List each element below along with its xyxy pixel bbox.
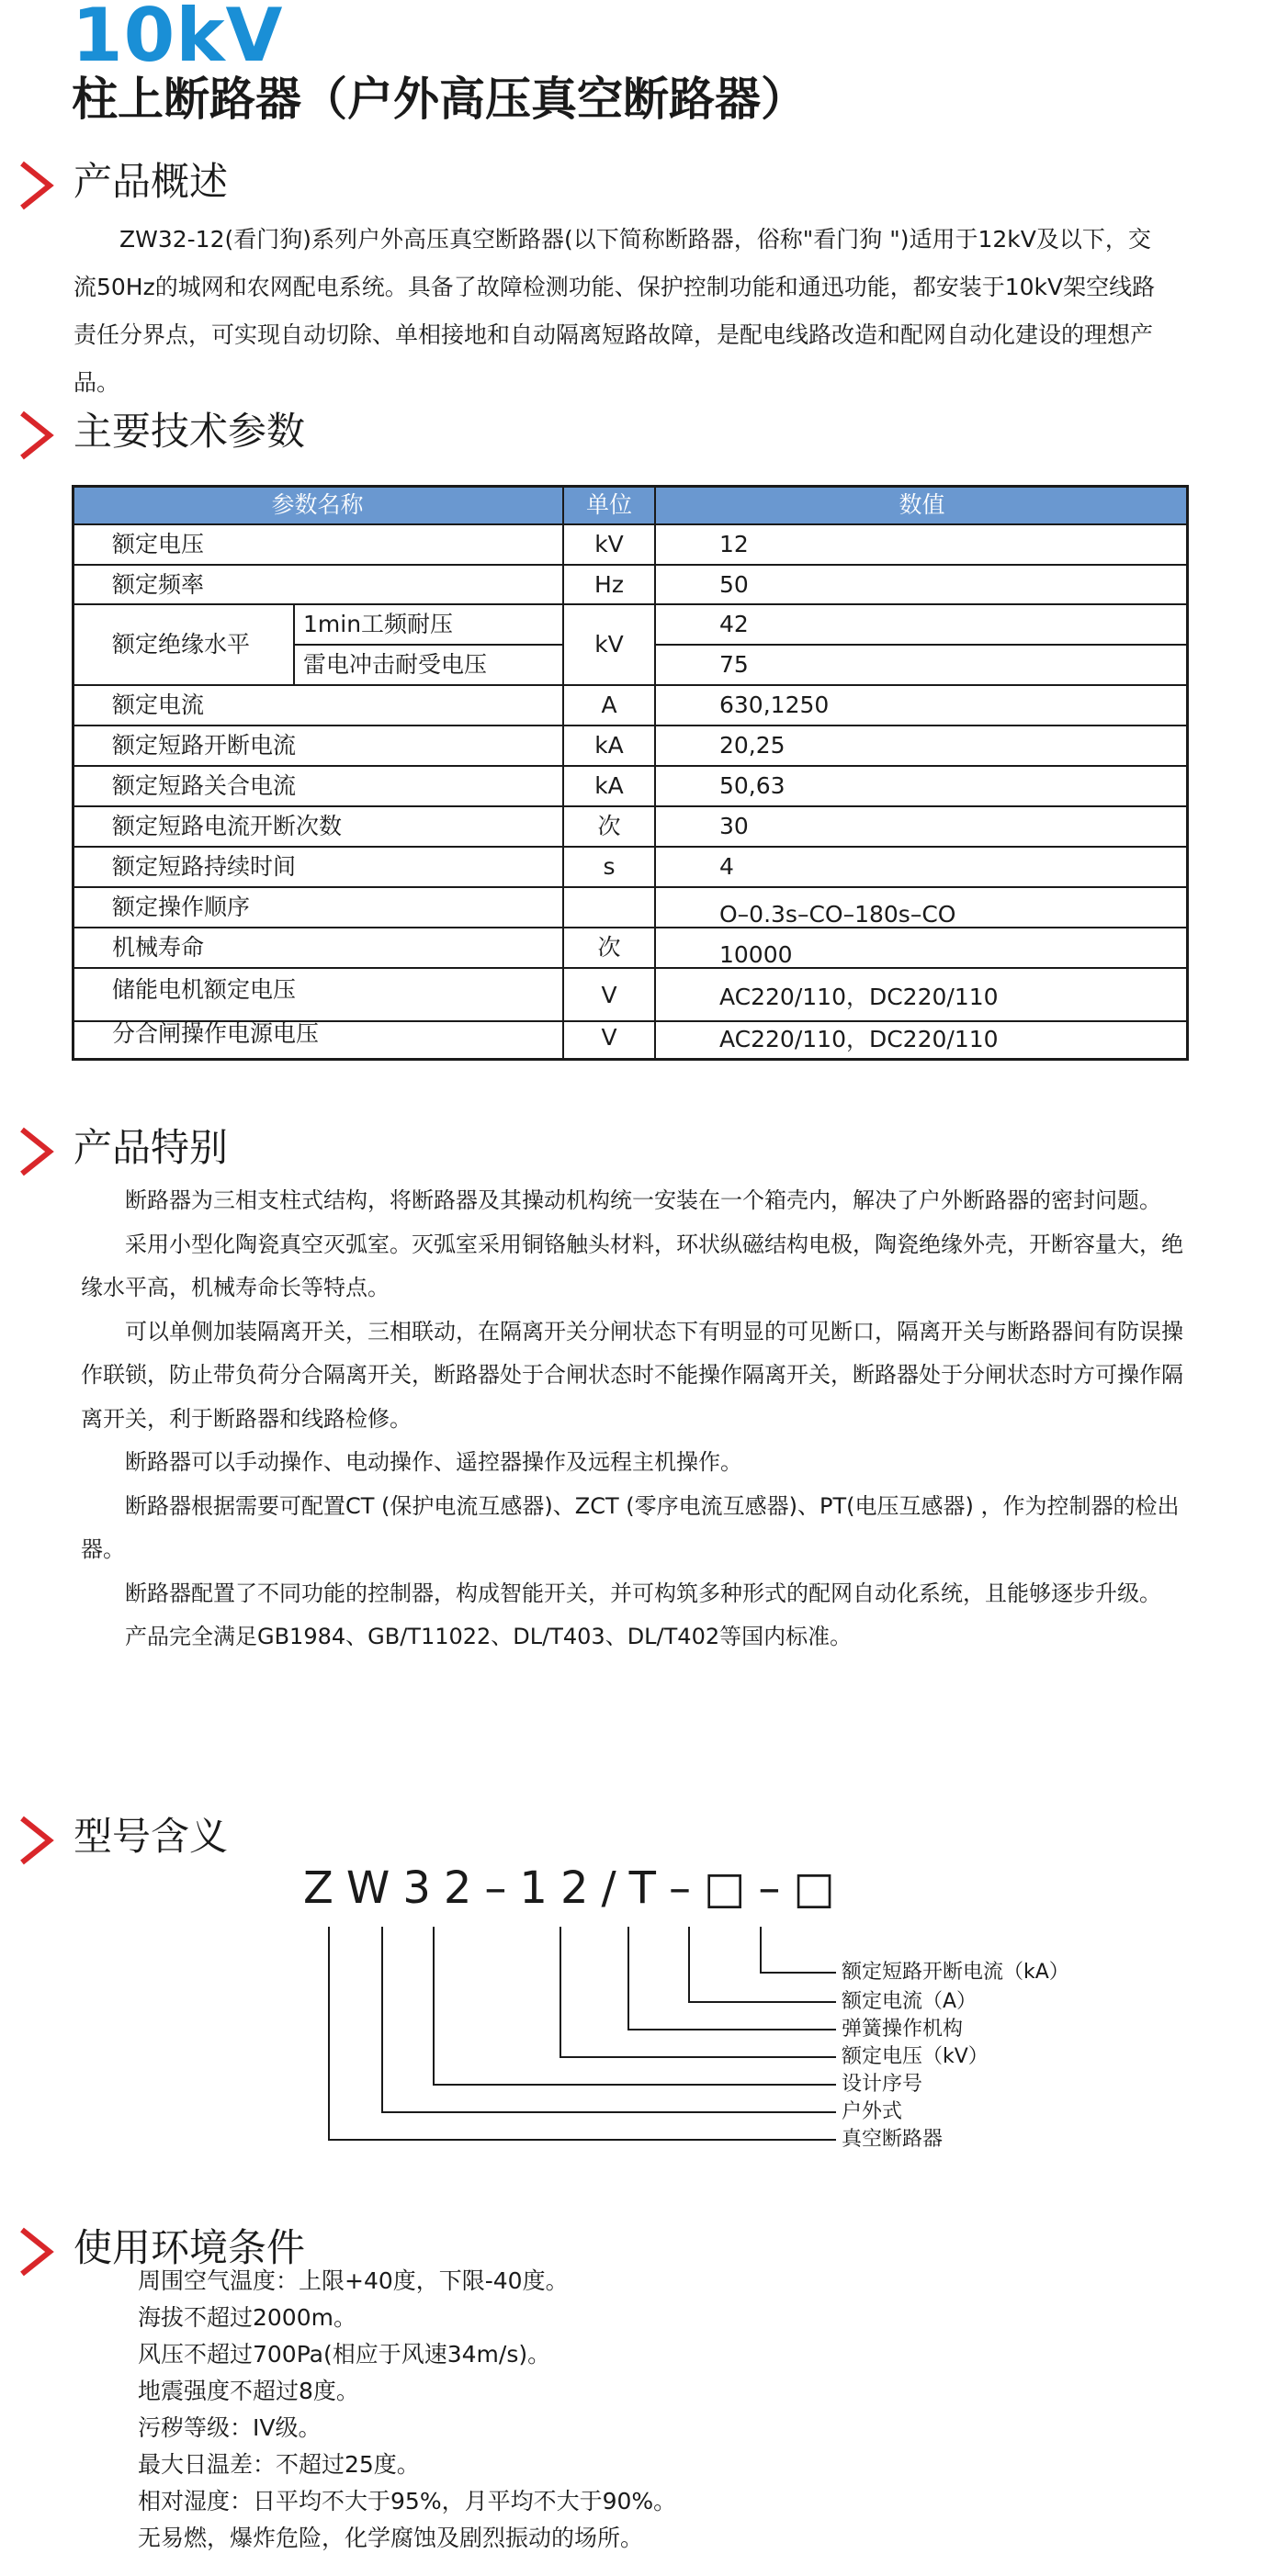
feature-paragraph: 可以单侧加装隔离开关，三相联动，在隔离开关分闸状态下有明显的可见断口，隔离开关与断路器间有防误操作联锁，防止带负荷分合隔离开关，断路器处于合闸状态时不能操作隔离开关，断路器处于分闸状态时方可操作隔离开关，利于断路器和线路检修。 bbox=[81, 1318, 1183, 1432]
chevron-right-icon bbox=[17, 160, 57, 211]
section-title-overview: 产品概述 bbox=[73, 159, 229, 204]
env-item: 周围空气温度：上限+40度，下限-40度。 bbox=[138, 2267, 569, 2294]
table-cell-value: 50,63 bbox=[719, 772, 786, 799]
table-cell-subname: 雷电冲击耐受电压 bbox=[303, 651, 488, 678]
model-code: ZW32–12/T–□–□ bbox=[303, 1862, 848, 1914]
chevron-right-icon bbox=[17, 1815, 57, 1866]
table-cell-unit: V bbox=[601, 1024, 617, 1051]
feature-paragraph: 采用小型化陶瓷真空灭弧室。灭弧室采用铜铬触头材料，环状纵磁结构电极，陶瓷绝缘外壳，开断容量大，绝缘水平高，机械寿命长等特点。 bbox=[81, 1231, 1183, 1300]
model-label: 设计序号 bbox=[842, 2073, 923, 2096]
table-cell-value: 50 bbox=[719, 571, 749, 598]
chevron-right-icon bbox=[17, 410, 57, 461]
table-cell-name: 额定电压 bbox=[112, 531, 205, 557]
env-item: 最大日温差：不超过25度。 bbox=[138, 2451, 420, 2478]
env-item: 无易燃，爆炸危险，化学腐蚀及剧烈振动的场所。 bbox=[138, 2525, 644, 2551]
feature-paragraph: 断路器为三相支柱式结构，将断路器及其操动机构统一安装在一个箱壳内，解决了户外断路器的密封问题。 bbox=[125, 1187, 1161, 1213]
spec-table bbox=[72, 485, 1189, 1062]
table-cell-value: O–0.3s–CO–180s–CO bbox=[719, 901, 956, 928]
env-item: 相对湿度：日平均不大于95%，月平均不大于90%。 bbox=[138, 2488, 677, 2514]
model-label: 真空断路器 bbox=[842, 2128, 944, 2151]
overview-text: ZW32-12(看门狗)系列户外高压真空断路器(以下简称断路器，俗称"看门狗 ")适用于12kV及以下，交流50Hz的城网和农网配电系统。具备了故障检测功能、保护控制功能和通迅功能，都安装于10kV架空线路责任分界点，可实现自动切除、单相接地和自动隔离短路故障，是配电线路改造和配网自动化建设的理想产品。 bbox=[73, 226, 1156, 396]
table-cell-value: 30 bbox=[719, 813, 749, 839]
feature-paragraph: 产品完全满足GB1984、GB/T11022、DL/T403、DL/T402等国内标准。 bbox=[125, 1624, 853, 1649]
table-cell-value: 630,1250 bbox=[719, 692, 830, 718]
table-cell-unit: kA bbox=[594, 732, 624, 759]
table-cell-name: 额定绝缘水平 bbox=[112, 631, 251, 658]
table-cell-value: AC220/110，DC220/110 bbox=[719, 984, 999, 1010]
env-item: 地震强度不超过8度。 bbox=[138, 2378, 359, 2404]
feature-paragraph: 断路器根据需要可配置CT (保护电流互感器)、ZCT (零序电流互感器)、PT(电压互感器) ，作为控制器的检出器。 bbox=[81, 1492, 1180, 1562]
section-title-model: 型号含义 bbox=[73, 1814, 229, 1859]
table-header-unit: 单位 bbox=[585, 491, 632, 518]
table-cell-name: 额定操作顺序 bbox=[112, 894, 251, 920]
chevron-right-icon bbox=[17, 1126, 57, 1177]
table-cell-unit: 次 bbox=[597, 934, 621, 961]
table-cell-unit: kV bbox=[594, 531, 624, 557]
model-label: 户外式 bbox=[842, 2100, 903, 2123]
product-title: 柱上断路器（户外高压真空断路器） bbox=[72, 73, 807, 126]
table-cell-unit: s bbox=[603, 853, 616, 880]
table-cell-value: 42 bbox=[719, 611, 749, 637]
overview-paragraph bbox=[73, 216, 1167, 407]
table-cell-value: 20,25 bbox=[719, 732, 786, 759]
table-cell-name: 额定短路持续时间 bbox=[112, 853, 297, 880]
model-label: 额定电压（kV） bbox=[842, 2045, 989, 2068]
table-cell-unit: Hz bbox=[594, 571, 624, 598]
model-diagram-lines bbox=[312, 1918, 864, 2165]
features-list bbox=[81, 1179, 1183, 1659]
product-voltage-title: 10kV bbox=[72, 0, 284, 78]
model-label: 额定电流（A） bbox=[842, 1990, 978, 2013]
table-cell-name: 机械寿命 bbox=[112, 934, 205, 961]
table-cell-name: 额定电流 bbox=[112, 692, 205, 718]
table-cell-unit: kV bbox=[594, 631, 624, 658]
table-cell-value: AC220/110，DC220/110 bbox=[719, 1026, 999, 1052]
env-item: 污秽等级：IV级。 bbox=[138, 2414, 322, 2441]
env-item: 风压不超过700Pa(相应于风速34m/s)。 bbox=[138, 2341, 551, 2368]
feature-paragraph: 断路器配置了不同功能的控制器，构成智能开关，并可构筑多种形式的配网自动化系统，且能够逐步升级。 bbox=[125, 1580, 1161, 1606]
feature-paragraph: 断路器可以手动操作、电动操作、遥控器操作及远程主机操作。 bbox=[125, 1449, 742, 1475]
section-title-env: 使用环境条件 bbox=[73, 2225, 306, 2270]
table-cell-name: 额定短路开断电流 bbox=[112, 732, 297, 759]
model-label: 额定短路开断电流（kA） bbox=[842, 1961, 1069, 1984]
table-cell-name: 分合闸操作电源电压 bbox=[112, 1020, 320, 1047]
table-cell-unit: V bbox=[601, 982, 617, 1008]
table-cell-value: 75 bbox=[719, 651, 749, 678]
table-cell-value: 12 bbox=[719, 531, 749, 557]
table-header-name: 参数名称 bbox=[271, 491, 364, 518]
table-cell-name: 储能电机额定电压 bbox=[112, 976, 297, 1003]
table-cell-unit: A bbox=[601, 692, 617, 718]
table-cell-name: 额定频率 bbox=[112, 571, 205, 598]
model-label: 弹簧操作机构 bbox=[842, 2018, 964, 2041]
table-cell-name: 额定短路电流开断次数 bbox=[112, 813, 343, 839]
table-cell-name: 额定短路关合电流 bbox=[112, 772, 297, 799]
section-title-features: 产品特别 bbox=[73, 1125, 229, 1170]
table-cell-unit: kA bbox=[594, 772, 624, 799]
env-item: 海拔不超过2000m。 bbox=[138, 2304, 356, 2331]
table-cell-value: 10000 bbox=[719, 941, 793, 968]
env-list bbox=[138, 2263, 676, 2557]
chevron-right-icon bbox=[17, 2226, 57, 2278]
table-cell-value: 4 bbox=[719, 853, 734, 880]
table-cell-subname: 1min工频耐压 bbox=[303, 611, 454, 637]
table-header-value: 数值 bbox=[899, 491, 945, 518]
table-cell-unit: 次 bbox=[597, 813, 621, 839]
section-title-params: 主要技术参数 bbox=[73, 409, 306, 454]
